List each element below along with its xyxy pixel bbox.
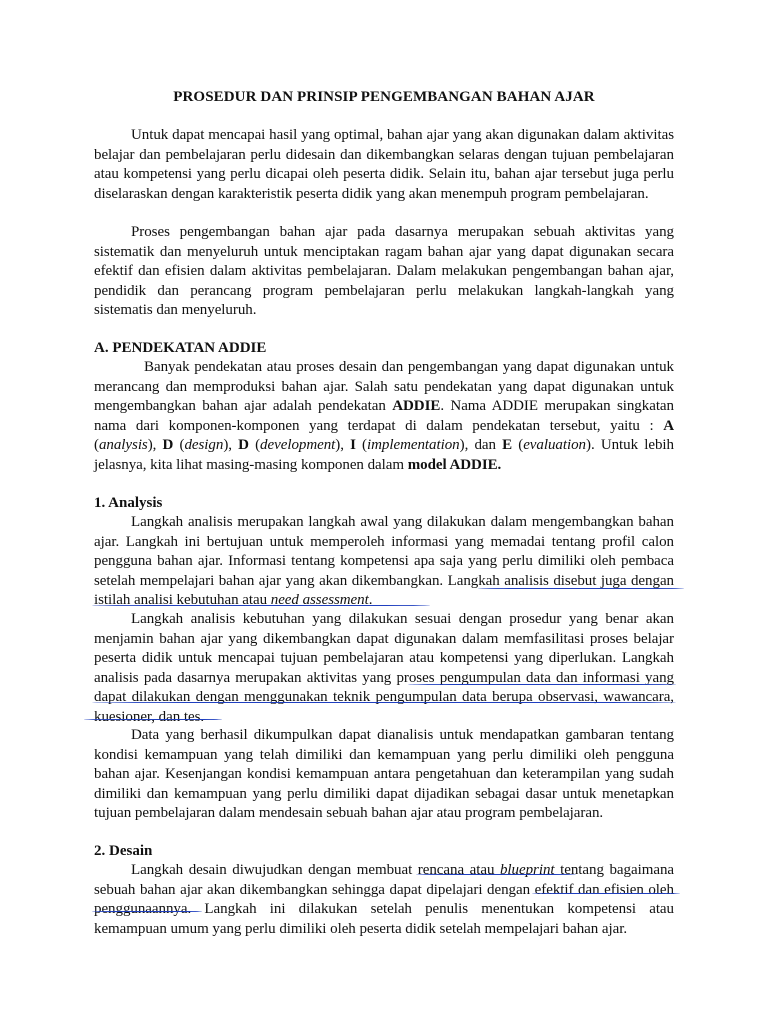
desain-paragraph [94, 861, 674, 939]
text-run: ), dan [459, 437, 503, 453]
intro-paragraph-1: Untuk dapat mencapai hasil yang optimal, bahan ajar yang akan digunakan dalam aktivitas belajar dan pembelajaran perlu didesain dan dikembangkan selaras dengan tujuan pembelajaran atau kompetensi yang perlu dicapai oleh peserta didik. Selain itu, bahan ajar tersebut juga perlu diselaraskan dengan karakteristik peserta didik yang akan menempuh program pembelajaran. [94, 127, 674, 202]
italic-development: development [260, 437, 336, 453]
analysis-paragraph-1 [94, 513, 674, 611]
text-run: Banyak pendekatan atau proses desain dan pengembangan yang dapat digunakan untuk merancang dan memproduksi bahan ajar. Salah satu pendekatan yang dapat digunakan untuk mengembangkan bahan ajar adalah pendekatan [94, 359, 674, 414]
analysis-heading: 1. Analysis [94, 495, 163, 511]
bold-model-addie: model ADDIE. [407, 456, 502, 473]
italic-evaluation: evaluation [523, 437, 587, 453]
italic-analysis: analysis [98, 437, 148, 453]
analysis-paragraph-3: Data yang berhasil dikumpulkan dapat dianalisis untuk mendapatkan gambaran tentang kondisi kemampuan yang telah dimiliki dan kemampuan yang perlu dimiliki oleh pengguna bahan ajar. Kesenjangan kondisi kemampuan antara pengetahuan dan keterampilan yang sudah dimiliki dan kemampuan yang perlu dimiliki dapat dijadikan sebagai dasar untuk menetapkan tujuan pembelajaran dalam mendesain sebuah bahan ajar atau program pembelajaran. [94, 727, 674, 821]
bold-i: I [350, 437, 356, 453]
document-title: PROSEDUR DAN PRINSIP PENGEMBANGAN BAHAN AJAR [173, 89, 595, 105]
bold-d2: D [238, 437, 249, 453]
desain-heading: 2. Desain [94, 843, 153, 859]
pen-underline [92, 911, 202, 912]
text-run: Langkah desain diwujudkan dengan membuat rencana atau [131, 862, 500, 878]
italic-blueprint: blueprint [499, 862, 555, 878]
text-run: . [368, 592, 373, 608]
pen-underline [408, 684, 676, 685]
bold-addie: ADDIE [392, 398, 441, 414]
section-a-heading: A. PENDEKATAN ADDIE [94, 340, 267, 356]
pen-underline [478, 588, 684, 589]
text-run: tentang bagaimana sebuah bahan ajar akan dikembangkan sehingga dapat dipelajari dengan efektif dan efisien oleh penggunaannya. Langkah ini dilakukan setelah penulis menentukan kompetensi atau kemampuan umum yang perlu dimiliki oleh peserta didik setelah mempelajari bahan ajar. [94, 862, 674, 937]
text-run: ). Untuk lebih jelasnya, kita lihat masing-masing komponen dalam [94, 437, 674, 473]
pen-underline [416, 874, 576, 875]
text-run: . Nama ADDIE merupakan singkatan nama dari komponen-komponen yang terdapat di dalam pendekatan tersebut, yaitu : [94, 398, 674, 434]
italic-need-assessment: need assessment [270, 592, 369, 608]
pen-underline [92, 605, 430, 606]
bold-d1: D [162, 437, 174, 453]
intro-paragraph-2: Proses pengembangan bahan ajar pada dasarnya merupakan sebuah aktivitas yang sistematik dan menyeluruh untuk menciptakan ragam bahan ajar yang dapat digunakan secara efektif dan efisien dalam aktivitas pembelajaran. Dalam melakukan pengembangan bahan ajar, pendidik dan perancang program pembelajaran perlu melakukan langkah-langkah yang sistematis dan menyeluruh. [94, 224, 674, 318]
pen-underline [84, 719, 222, 720]
italic-design: design [184, 437, 224, 453]
analysis-paragraph-2: Langkah analisis kebutuhan yang dilakukan sesuai dengan prosedur yang benar akan menjamin bahan ajar yang dikembangkan dapat digunakan dalam memfasilitasi proses belajar peserta didik untuk mencapai tujuan pembelajaran atau kompetensi yang diperlukan. Langkah analisis pada dasarnya merupakan aktivitas yang proses pengumpulan data dan informasi yang dapat dilakukan dengan menggunakan teknik pengumpulan data berupa observasi, wawancara, kuesioner, dan tes. [94, 611, 674, 725]
text-run: Langkah analisis merupakan langkah awal yang dilakukan dalam mengembangkan bahan ajar. Langkah ini bertujuan untuk memperoleh informasi yang memadai tentang profil calon pengguna bahan ajar. Informasi tentang kompetensi apa saja yang perlu dimiliki oleh pembaca setelah mempelajari bahan ajar yang akan dikembangkan. Langkah analisis disebut juga dengan istilah analisi kebutuhan atau [94, 514, 674, 608]
pen-underline [92, 702, 676, 703]
pen-underline [532, 893, 680, 894]
section-a-paragraph: Banyak pendekatan atau proses desain dan pengembangan yang dapat digunakan untuk merancang dan memproduksi bahan ajar. Salah satu pendekatan yang dapat digunakan untuk mengembangkan bahan ajar adalah pendekatan ADDIE. Nama ADDIE merupakan singkatan nama dari komponen-komponen yang terdapat di dalam pendekatan tersebut, yaitu : A (analysis), D (design), D (development), I (implementation), dan E (evaluation). Untuk lebih jelasnya, kita lihat masing-masing komponen dalam model ADDIE. [94, 359, 674, 473]
bold-a: A [663, 417, 674, 434]
italic-implementation: implementation [367, 437, 460, 453]
bold-e: E [502, 437, 513, 453]
